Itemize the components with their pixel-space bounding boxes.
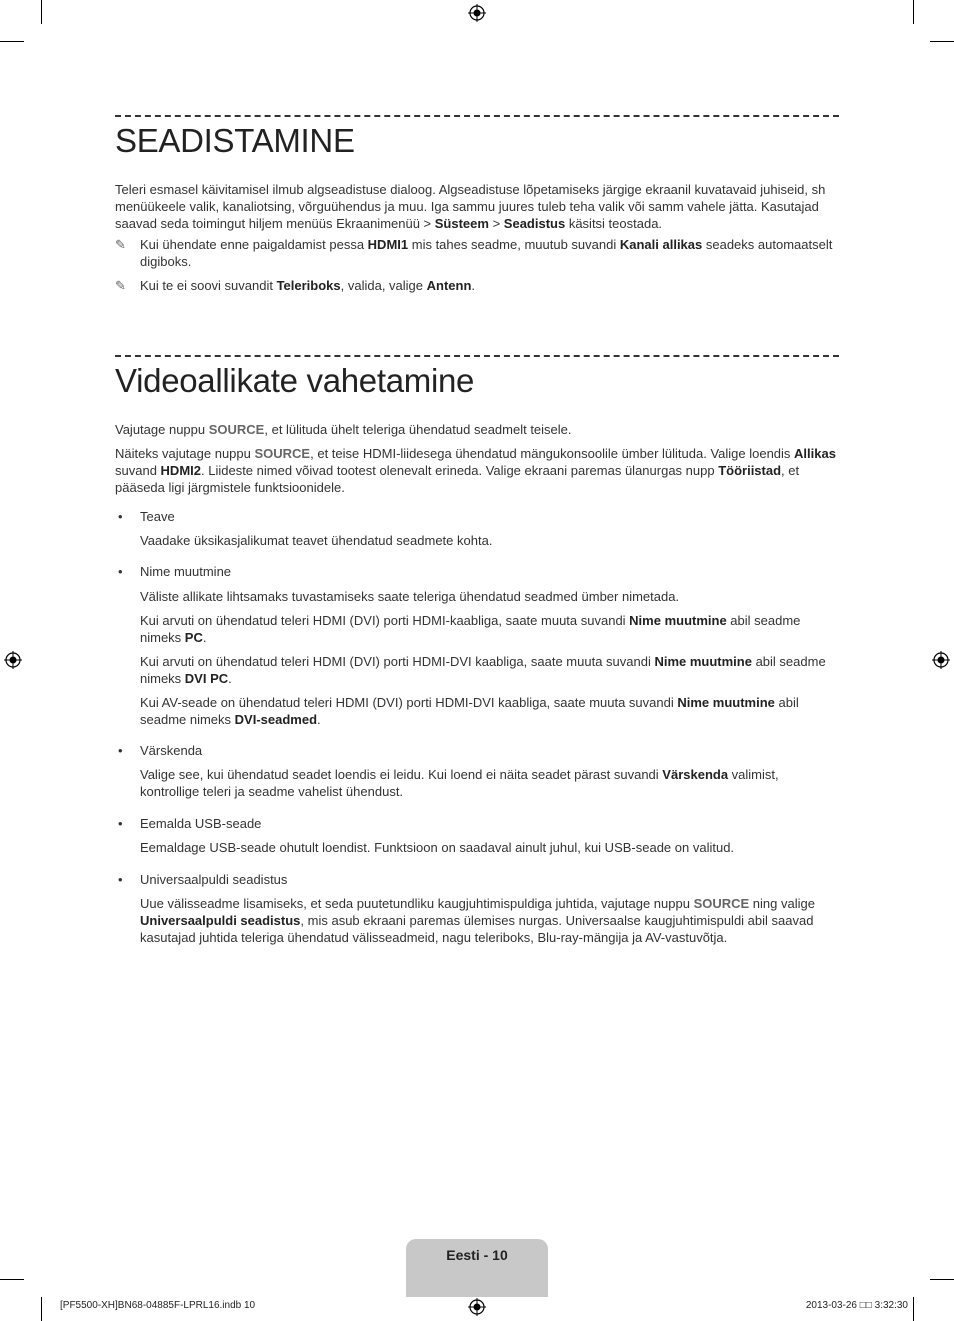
bullet: • (118, 872, 123, 887)
crop-mark (930, 41, 954, 42)
crop-mark (0, 1279, 24, 1280)
note-text: Kui te ei soovi suvandit Teleriboks, valida, valige Antenn. (140, 278, 476, 293)
section-title: SEADISTAMINE (115, 122, 355, 159)
crop-mark (930, 1279, 954, 1280)
paragraph: Näiteks vajutage nuppu SOURCE, et teise HDMI-liidesega ühendatud mängukonsoolile ümber lülituda. Valige loendis Allikas suvand HDMI2. Liideste nimed võivad tootest olenevalt erineda. Valige ekraani paremas ülanurgas nupp Tööriistad, et pääseda ligi järgmistele funktsioonidele. (115, 446, 836, 495)
footer-file-name: [PF5500-XH]BN68-04885F-LPRL16.indb 10 (60, 1300, 256, 1311)
crop-mark (41, 1297, 42, 1321)
crop-mark (913, 1297, 914, 1321)
list-item-desc: Vaadake üksikasjalikumat teavet ühendatud seadmete kohta. (140, 533, 493, 548)
list-item-label: Teave (140, 509, 175, 524)
registration-mark-icon (932, 651, 950, 669)
list-item-label: Nime muutmine (140, 564, 232, 579)
list-item-desc: Kui arvuti on ühendatud teleri HDMI (DVI) porti HDMI-DVI kaabliga, saate muuta suvandi Nime muutmine abil seadme nimeks DVI PC. (140, 654, 826, 686)
crop-mark (913, 0, 914, 24)
note-pencil-icon: ✎ (115, 237, 126, 252)
list-item-desc: Kui arvuti on ühendatud teleri HDMI (DVI) porti HDMI-kaabliga, saate muuta suvandi Nime muutmine abil seadme nimeks PC. (140, 613, 801, 645)
list-item-desc: Uue välisseadme lisamiseks, et seda puutetundliku kaugjuhtimispuldiga juhtida, vajutage nuppu SOURCE ning valige Universaalpuldi seadistus, mis asub ekraani paremas ülemises nurgas. Universaalse kaugjuhtimispuldi abil saavad kasutajad juhtida teleriga ühendatud välisseadmeid, nagu teleriboks, Blu-ray-mängija ja AV-vastuvõtja. (140, 896, 815, 945)
bullet: • (118, 816, 123, 831)
intro-paragraph: Teleri esmasel käivitamisel ilmub algseadistuse dialoog. Algseadistuse lõpetamiseks järgige ekraanil kuvatavaid juhiseid, sh menüükeele valik, kanaliotsing, võrguühendus ja muu. Iga sammu juures tuleb teha valik või samm vahele jätta. Kasutajad saavad seda toimingut hiljem menüüs Ekraanimenüü > Süsteem > Seadistus käsitsi teostada. (115, 182, 826, 231)
list-item-desc: Väliste allikate lihtsamaks tuvastamiseks saate teleriga ühendatud seadmed ümber nimetada. (140, 589, 680, 604)
list-item-desc: Eemaldage USB-seade ohutult loendist. Funktsioon on saadaval ainult juhul, kui USB-seade on valitud. (140, 840, 735, 855)
list-item-label: Eemalda USB-seade (140, 816, 262, 831)
section-divider (115, 115, 839, 117)
page-number: Eesti - 10 (446, 1247, 508, 1263)
list-item-desc: Valige see, kui ühendatud seadet loendis ei leidu. Kui loend ei näita seadet pärast suvandi Värskenda valimist, kontrollige teleri ja seadme vahelist ühendust. (140, 767, 779, 799)
footer-timestamp: 2013-03-26 □□ 3:32:30 (805, 1300, 908, 1311)
section-divider (115, 355, 839, 357)
note-text: Kui ühendate enne paigaldamist pessa HDMI1 mis tahes seadme, muutub suvandi Kanali allikas seadeks automaatselt digiboks. (140, 237, 833, 269)
bullet: • (118, 564, 123, 579)
list-item-label: Värskenda (140, 743, 203, 758)
bullet: • (118, 509, 123, 524)
crop-mark (41, 0, 42, 24)
list-item-desc: Kui AV-seade on ühendatud teleri HDMI (DVI) porti HDMI-DVI kaabliga, saate muuta suvandi Nime muutmine abil seadme nimeks DVI-seadmed. (140, 695, 799, 727)
crop-mark (0, 41, 24, 42)
note-pencil-icon: ✎ (115, 278, 126, 293)
registration-mark-icon (468, 4, 486, 22)
list-item-label: Universaalpuldi seadistus (140, 872, 288, 887)
registration-mark-icon (4, 651, 22, 669)
section-title: Videoallikate vahetamine (115, 362, 475, 399)
bullet: • (118, 743, 123, 758)
registration-mark-icon (468, 1298, 486, 1316)
paragraph: Vajutage nuppu SOURCE, et lülituda ühelt teleriga ühendatud seadmelt teisele. (115, 422, 572, 437)
